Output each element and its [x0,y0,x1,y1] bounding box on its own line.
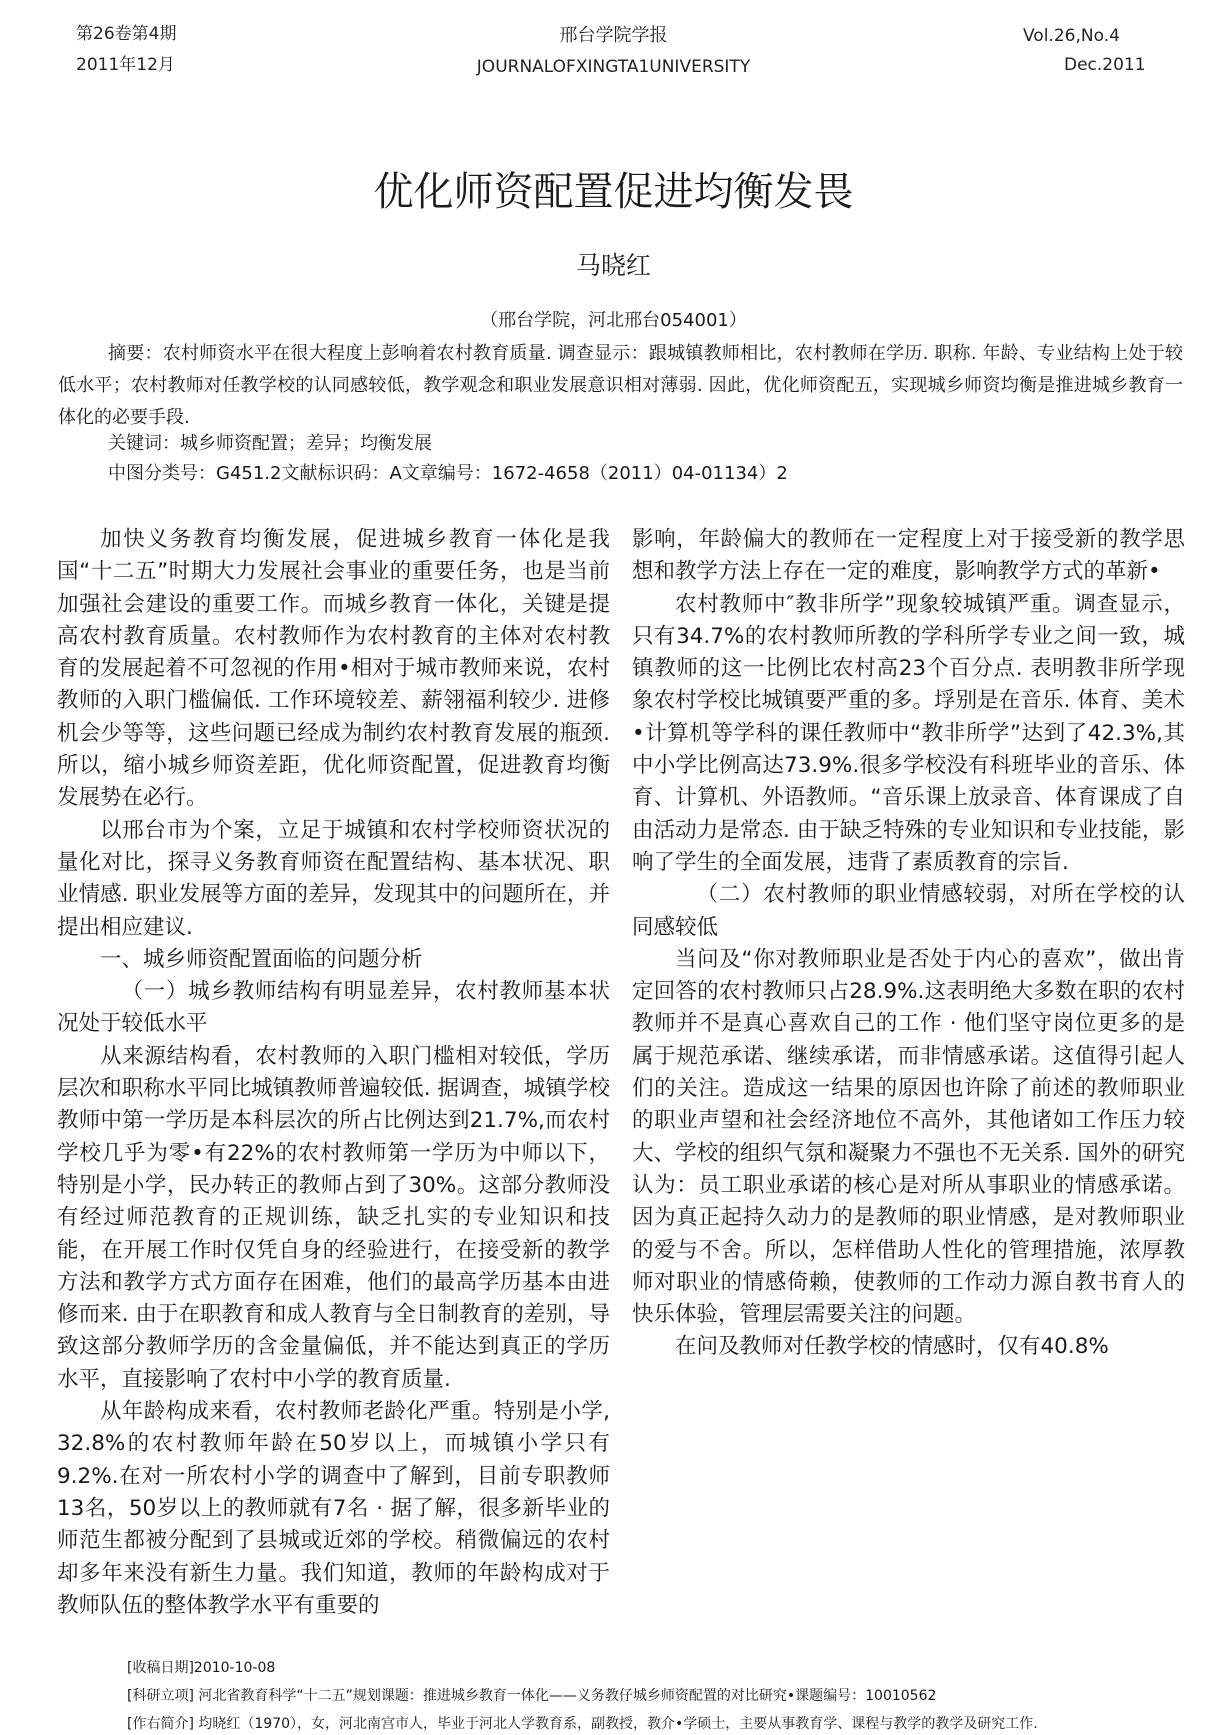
article-author: 马晓红 [575,251,651,280]
header-date: 2011年12月 [76,55,175,75]
header-journal-name: 邢台学院学报 [559,25,668,46]
keywords: 关键词：城乡师资配置；差异；均衡发展 [108,433,432,454]
abstract: 摘要：农村师资水平在很大程度上彭响着农村教育质量. 调查显示：跟城镇教师相比，农村教师在学历. 职称. 年龄、专业结构上处于较低水平；农村教师对任教学校的认同感较低，教学观念和职业发展意识相对薄弱. 因此，优化师资配五，实现城乡师资均衡是推进城乡教育一体化的必要手段. [58,343,1183,428]
paragraph: 在问及教师对任教学校的情感时，仅有40.8% [675,1334,1109,1360]
paragraph: 当问及“你对教师职业是否处于内心的喜欢”，做出肯定回答的农村教师只占28.9%.这表明绝大多数在职的农村教师并不是真心喜欢自己的工作 · 他们坚守岗位更多的是属于规范承诺、继续承诺，而非情感承诺。这值得引起人们的关注。造成这一结果的原因也许除了前述的教师职业的职业声望和社会经济地位不高外，其他诸如工作压力较大、学校的组织气氛和凝聚力不强也不无关系. 国外的研究认为：员工职业承诺的核心是对所从事职业的情感承诺。因为真正起持久动力的是教师的职业情感，是对教师职业的爱与不舍。所以，怎样借助人性化的管理措施，浓厚教师对职业的情感倚赖，使教师的工作动力源自教书育人的快乐体验，管理层需要关注的问题。 [632,946,1185,1328]
paragraph: 从来源结构看，农村教师的入职门槛相对较低，学历层次和职称水平同比城镇教师普遍较低. 据调查，城镇学校教师中第一学历是本科层次的所占比例达到21.7%,而农村学校几乎为零•有22%的农村教师第一学历为中师以下，特别是小学，民办转正的教师占到了30%。这部分教师没有经过师范教育的正规训练，缺乏扎实的专业知识和技能，在开展工作时仅凭自身的经验进行，在接受新的教学方法和教学方式方面存在困难，他们的最高学历基本由进修而来. 由于在职教育和成人教育与全日制教育的差别，导致这部分教师学历的含金量偏低，并不能达到真正的学历水平，直接影响了农村中小学的教育质量. [57,1043,610,1392]
classification-line: 中图分类号：G451.2文献标识码：A文章编号：1672-4658（2011）04-01134）2 [108,463,788,484]
section-heading: 一、城乡师资配置面临的问题分析 [100,946,423,972]
header-volume-issue: 第26卷第4期 [76,24,177,44]
paragraph: 从年龄构成来看，农村教师老龄化严重。特别是小学, 32.8%的农村教师年龄在50岁以上，而城镇小学只有9.2%.在对一所农村小学的调查中了解到，目前专职教师13名，50岁以上的教师就有7名 · 据了解，很多新毕业的师范生都被分配到了县城或近郊的学校。稍微偏远的农村却多年来没有新生力量。我们知道，教师的年龄构成对于教师队伍的整体教学水平有重要的 [57,1399,610,1618]
body-column-left [57,524,610,1622]
header-journal-name-en: JOURNALOFXINGTA1UNIVERSITY [476,57,751,77]
paragraph: 加快义务教育均衡发展，促进城乡教育一体化是我国“十二五”时期大力发展社会事业的重要任务，也是当前加强社会建设的重要工作。而城乡教育一体化，关键是提高农村教育质量。农村教师作为农村教育的主体对农村教育的发展起着不可忽视的作用•相对于城市教师来说，农村教师的入职门槛偏低. 工作环境较差、薪翎福利较少. 进修机会少等等，这些问题已经成为制约农村教育发展的瓶颈. 所以，缩小城乡师资差距，优化师资配置，促进教育均衡发展势在必行。 [57,527,610,811]
header-date-en: Dec.2011 [1064,55,1146,75]
footnote-funding: [科研立项] 河北省教育科学“十二五”规划课题：推进城乡教育一体化——义务教仔城乡师资配置的对比研究•课题编号：10010562 [127,1688,937,1704]
body-column-right [632,524,1185,1364]
subsection-heading: （一）城乡教师结构有明显差异，农村教师基本状况处于较低水平 [57,979,610,1037]
author-affiliation: （邢台学院，河北邢台054001） [480,310,747,331]
paragraph: 以邢台市为个案，立足于城镇和农村学校师资状况的量化对比，探寻义务教育师资在配置结构、基本状况、职业情感. 职业发展等方面的差异，发现其中的问题所在，并提出相应建议. [57,817,610,940]
header-volume-issue-en: Vol.26,No.4 [1023,26,1120,46]
footnote-author-bio: [作右简介] 均晓红（1970），女，河北南宫市人，毕业于河北人学教育系，副教授，教介•学硕士，主要从事教育学、课程与教学的教学及研究工作. [127,1716,1038,1732]
article-title: 优化师资配置促进均衡发畏 [373,169,854,215]
footnote-received-date: [收稿日期]2010-10-08 [127,1660,276,1676]
paragraph: 影响，年龄偏大的教师在一定程度上对于接受新的教学思想和教学方法上存在一定的难度，影响教学方式的革新• [632,527,1185,585]
paragraph: 农村教师中″教非所学”现象较城镇严重。调查显示，只有34.7%的农村教师所教的学科所学专业之间一致，城镇教师的这一比例比农村高23个百分点. 表明教非所学现象农村学校比城镇要严重的多。垺别是在音乐. 体育、美术•计算机等学科的课任教师中“教非所学”达到了42.3%,其中小学比例高达73.9%.很多学校没有科班毕业的音乐、体育、计算机、外语教师。“音乐课上放录音、体育课成了自由活动力是常态. 由于缺乏特殊的专业知识和专业技能，影响了学生的全面发展，违背了素质教育的宗旨. [632,591,1185,875]
subsection-heading: （二）农村教师的职业情感较弱，对所在学校的认同感较低 [632,882,1185,940]
